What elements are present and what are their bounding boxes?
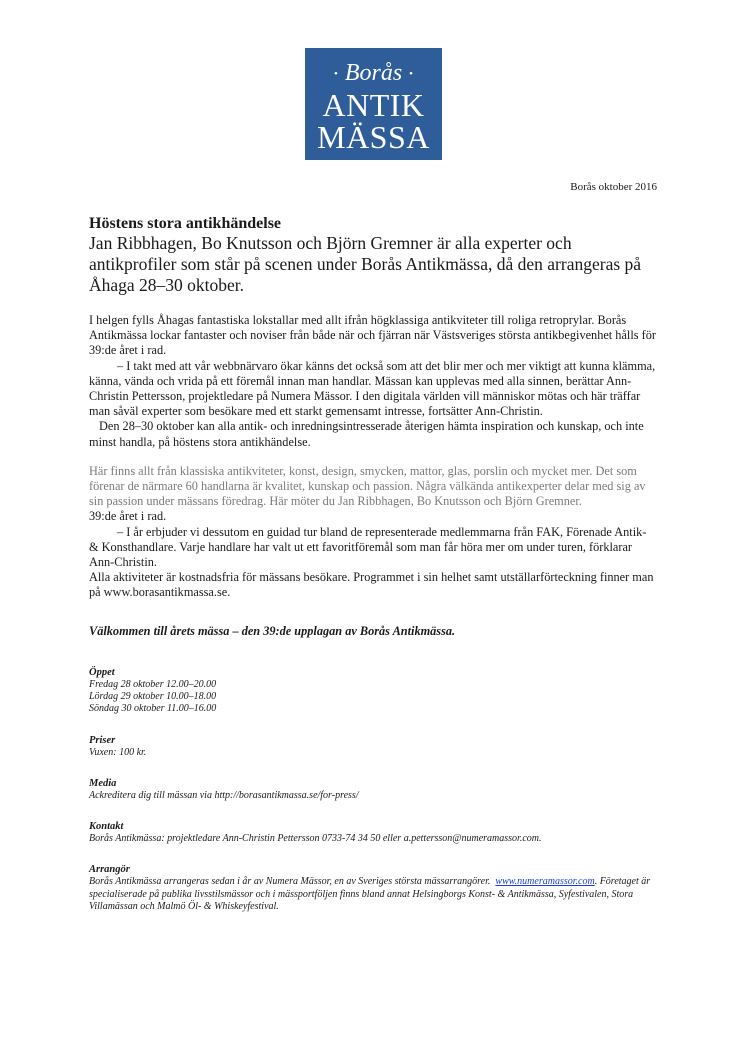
paragraph-2-text: – I takt med att vår webbnärvaro ökar känns det också som att det blir mer och mer viktigt att kunna klämma, känna, vända och vrida på ett föremål innan man handlar. Mässan kan upplevas med alla sinnen, berättar Ann-Christin Pettersson, projektledare på Numera Mässor. I den digitala världen vill människor mötas och här träffar man såväl experter som besökare med ett starkt gemensamt intresse, fortsätter Ann-Christin. [89, 358, 656, 419]
priser-text: Vuxen: 100 kr. [89, 746, 147, 758]
logo [305, 48, 442, 160]
logo-dot-right: • [409, 68, 414, 81]
media-title: Media [89, 777, 117, 789]
paragraph-1: I helgen fylls Åhagas fantastiska lokstallar med allt ifrån högklassiga antikviteter till roliga retroprylar. Borås Antikmässa lockar fantaster och noviser från både när och fjärran när Västsveriges största antikbegivenhet hålls för 39:de året i rad. [89, 313, 656, 358]
paragraph-5: 39:de året i rad. [89, 509, 167, 524]
headline: Höstens stora antikhändelse [89, 215, 282, 232]
oppet-line-3: Söndag 30 oktober 11.00–16.00 [89, 703, 217, 715]
arrangor-title: Arrangör [89, 864, 130, 876]
priser-title: Priser [89, 734, 116, 746]
lead-paragraph: Jan Ribbhagen, Bo Knutsson och Björn Gremner är alla experter och antikprofiler som står på scenen under Borås Antikmässa, då den arrangeras på Åhaga 28–30 oktober. [89, 233, 642, 295]
paragraph-2 [89, 359, 659, 420]
section-arrangor [89, 864, 659, 913]
paragraph-6 [89, 525, 659, 571]
document-body [89, 214, 659, 913]
oppet-title: Öppet [89, 666, 115, 678]
logo-line-2: ANTIK [322, 87, 425, 123]
kontakt-title: Kontakt [89, 821, 124, 833]
section-kontakt [89, 821, 659, 845]
paragraph-4: Här finns allt från klassiska antikviteter, konst, design, smycken, mattor, glas, porslin och mycket mer. Det som förenar de närmare 60 handlarna är kvalitet, kunskap och passion. Några välkända antikexperter delar med sig av sin passion under mässans föredrag. Här möter du Jan Ribbhagen, Bo Knutsson och Björn Gremner. [89, 463, 646, 509]
section-media [89, 778, 659, 802]
arrangor-link[interactable]: www.numeramassor.com [495, 876, 595, 888]
section-oppet [89, 667, 659, 716]
arrangor-text-before: Borås Antikmässa arrangeras sedan i år av Numera Mässor, en av Sveriges största mässarrangörer. [89, 876, 491, 888]
paragraph-3 [89, 419, 659, 449]
document-date: Borås oktober 2016 [570, 181, 657, 193]
welcome-line: Välkommen till årets mässa – den 39:de upplagan av Borås Antikmässa. [89, 623, 456, 638]
section-priser [89, 735, 659, 759]
oppet-line-2: Lördag 29 oktober 10.00–18.00 [89, 690, 217, 702]
paragraph-7: Alla aktiviteter är kostnadsfria för mässans besökare. Programmet i sin helhet samt utställarförteckning finner man på www.borasantikmassa.se. [89, 570, 654, 600]
media-text: Ackreditera dig till mässan via http://borasantikmassa.se/for-press/ [89, 789, 359, 801]
logo-line-3: MÄSSA [317, 119, 430, 155]
paragraph-6-text: – I år erbjuder vi dessutom en guidad tur bland de representerade medlemmarna från FAK, Förenade Antik- & Konsthandlare. Varje handlare har valt ut ett favoritföremål som man får höra mer om under turen, förklarar Ann-Christin. [89, 524, 647, 570]
logo-text-boras: Borås [344, 60, 403, 86]
logo-dot-left: • [333, 68, 338, 81]
oppet-line-1: Fredag 28 oktober 12.00–20.00 [89, 678, 217, 690]
paragraph-3-text: Den 28–30 oktober kan alla antik- och inredningsintresserade återigen hämta inspiration och kunskap, och inte minst handla, på höstens stora antikhändelse. [89, 419, 644, 449]
arrangor-text: Borås Antikmässa arrangeras sedan i år av Numera Mässor, en av Sveriges största mässarrangörer. www.numeramassor.com. Företaget är specialiserade på publika livsstilsmässor och i mässportföljen finns bland annat Helsingborgs Konst- & Antikmässa, Syfestivalen, Stora Villamässan och Malmö Öl- & Whiskeyfestival. [89, 876, 651, 913]
logo-line-1 [305, 60, 442, 87]
arrangor-text-after: Företaget är specialiserade på publika livsstilsmässor och i mässportföljen finns bland annat Helsingborgs Konst- & Antikmässa, Syfestivalen, Stora Villamässan och Malmö Öl- & Whiskeyfestival. [89, 876, 651, 913]
kontakt-text: Borås Antikmässa: projektledare Ann-Christin Pettersson 0733-74 34 50 eller a.pettersson@numeramassor.com. [89, 833, 542, 845]
